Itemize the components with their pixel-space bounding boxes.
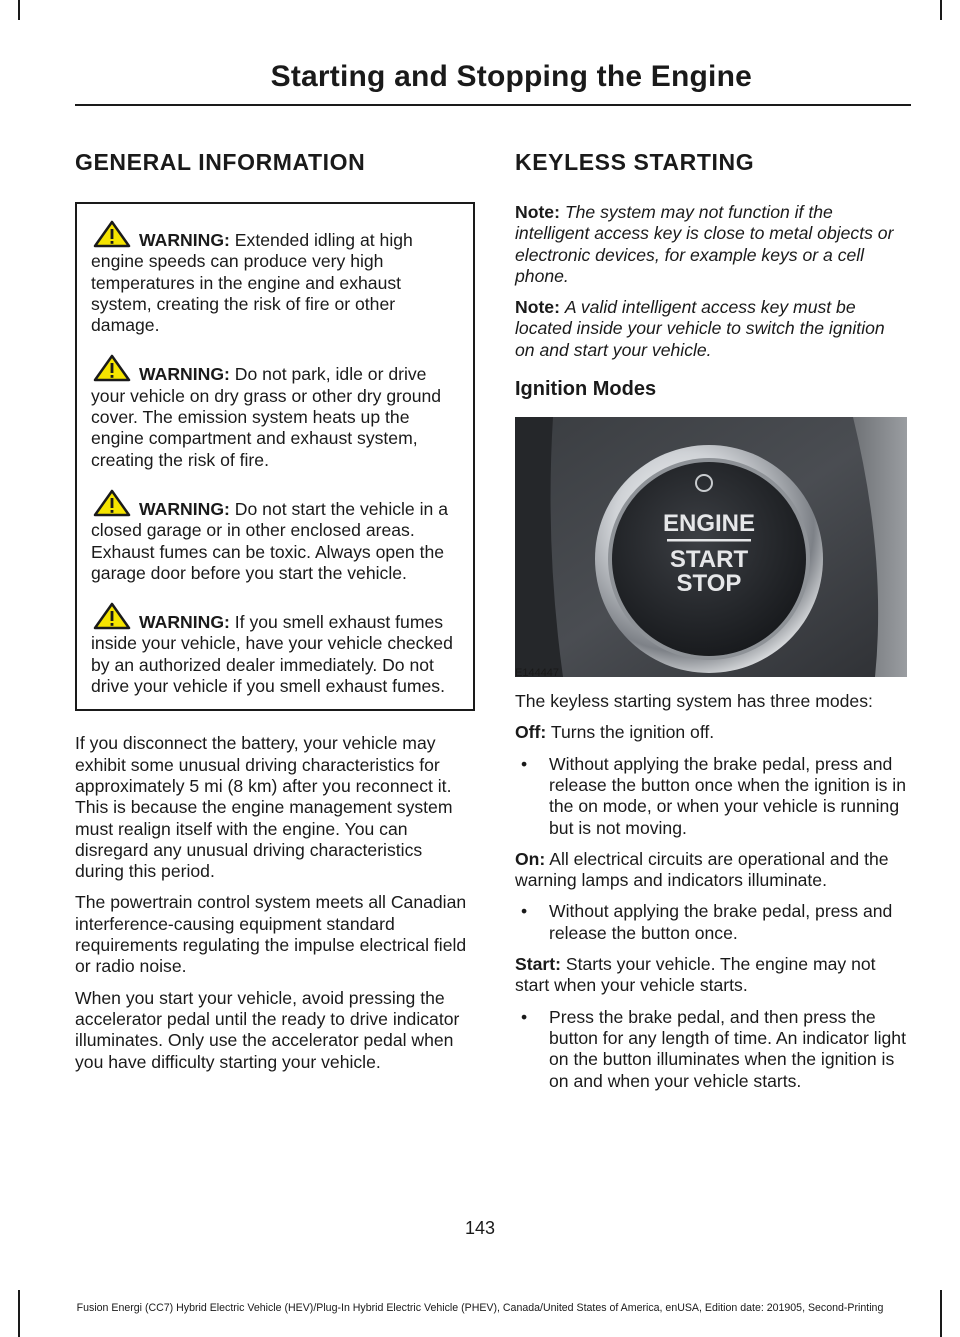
paragraph-powertrain: The powertrain control system meets all Canadian interference-causing equipment standard requirements regulating the impulse electrical field or radio noise. [75,892,467,977]
warning-triangle-icon [93,220,131,248]
bullet-text: Without applying the brake pedal, press and release the button once when the ignition is in the on mode, or when your vehicle is running but is not moving. [549,753,907,838]
warning-triangle-icon [93,354,131,382]
mode-label: On: [515,848,546,869]
mode-on [515,849,907,892]
page-number: 143 [464,1218,496,1238]
bullet-dot-icon: • [521,1006,528,1027]
warning-2 [91,354,465,470]
section-heading-keyless-starting: KEYLESS STARTING [515,149,755,175]
warning-label: WARNING: [139,364,230,385]
bullet-dot-icon: • [521,901,528,922]
note-text: A valid intelligent access key must be located inside your vehicle to switch the ignition on and start your vehicle. [515,297,885,360]
subheading-ignition-modes: Ignition Modes [515,378,657,401]
mode-off-bullet [515,754,907,839]
bullet-text: Without applying the brake pedal, press and release the button once. [549,901,893,943]
figure-id: E144447 [515,667,560,680]
warning-label: WARNING: [139,498,230,519]
mode-text: Starts your vehicle. The engine may not start when your vehicle starts. [515,954,876,996]
start-stop-button-illustration [515,417,907,680]
header-rule [75,104,911,106]
button-label-start: START [669,546,749,574]
note-1 [515,202,907,287]
paragraph-battery: If you disconnect the battery, your vehicle may exhibit some unusual driving characteristics for approximately 5 mi (8 km) after you reconnect it. This is because the engine management system must realign itself with the engine. You can disregard any unusual driving characteristics during this period. [75,733,453,882]
left-column [75,146,475,1083]
warning-label: WARNING: [139,230,230,250]
warning-text: If you smell exhaust fumes inside your vehicle, have your vehicle checked by an authorized dealer immediately. Do not drive your vehicle if you smell exhaust fumes. [91,612,453,697]
note-label: Note: [515,297,560,318]
crop-mark-top-left [18,0,20,20]
warning-triangle-icon [93,602,131,630]
button-label-engine: ENGINE [662,510,756,538]
note-2 [515,297,907,361]
warning-triangle-icon [93,489,131,517]
warning-text: Extended idling at high engine speeds can produce very high temperatures in the engine and exhaust system, creating the risk of fire or other damage. [91,230,413,336]
button-label-stop: STOP [676,570,742,598]
warning-3 [91,489,465,584]
warning-4 [91,602,465,697]
mode-label: Start: [515,954,561,975]
warning-1 [91,220,465,336]
warning-text: Do not park, idle or drive your vehicle on dry grass or other dry ground cover. The emission system heats up the engine compartment and exhaust system, creating the risk of fire. [91,364,442,470]
section-heading-general-information: GENERAL INFORMATION [75,149,366,175]
mode-start-bullet [515,1007,907,1092]
warning-box [75,202,475,711]
mode-text: Turns the ignition off. [550,722,715,743]
paragraph-accelerator: When you start your vehicle, avoid pressing the accelerator pedal until the ready to drive indicator illuminates. Only use the accelerator pedal when you have difficulty starting your vehicle. [75,987,460,1072]
warning-text: Do not start the vehicle in a closed garage or in other enclosed areas. Exhaust fumes can be toxic. Always open the garage door before you start the vehicle. [91,498,448,583]
mode-on-bullet [515,901,907,944]
note-label: Note: [515,202,560,222]
right-column [515,146,907,1102]
note-text: The system may not function if the intelligent access key is close to metal objects or electronic devices, for example keys or a cell phone. [515,202,894,286]
modes-intro: The keyless starting system has three modes: [515,691,873,712]
bullet-text: Press the brake pedal, and then press the button for any length of time. An indicator light on the button illuminates when the ignition is on and when your vehicle starts. [549,1006,906,1091]
footer-edition: Fusion Energi (CC7) Hybrid Electric Vehicle (HEV)/Plug-In Hybrid Electric Vehicle (PHEV), Canada/United States of America, enUSA, Edition date: 201905, Second-Printing [76,1302,884,1314]
mode-text: All electrical circuits are operational and the warning lamps and indicators illuminate. [515,848,889,891]
engine-start-stop-button-figure [515,417,907,680]
bullet-dot-icon: • [521,753,528,774]
page-header-title: Starting and Stopping the Engine [270,60,752,93]
crop-mark-top-right [940,0,942,20]
mode-label: Off: [515,722,547,743]
warning-label: WARNING: [139,612,230,633]
mode-off [515,722,907,743]
mode-start [515,954,907,997]
